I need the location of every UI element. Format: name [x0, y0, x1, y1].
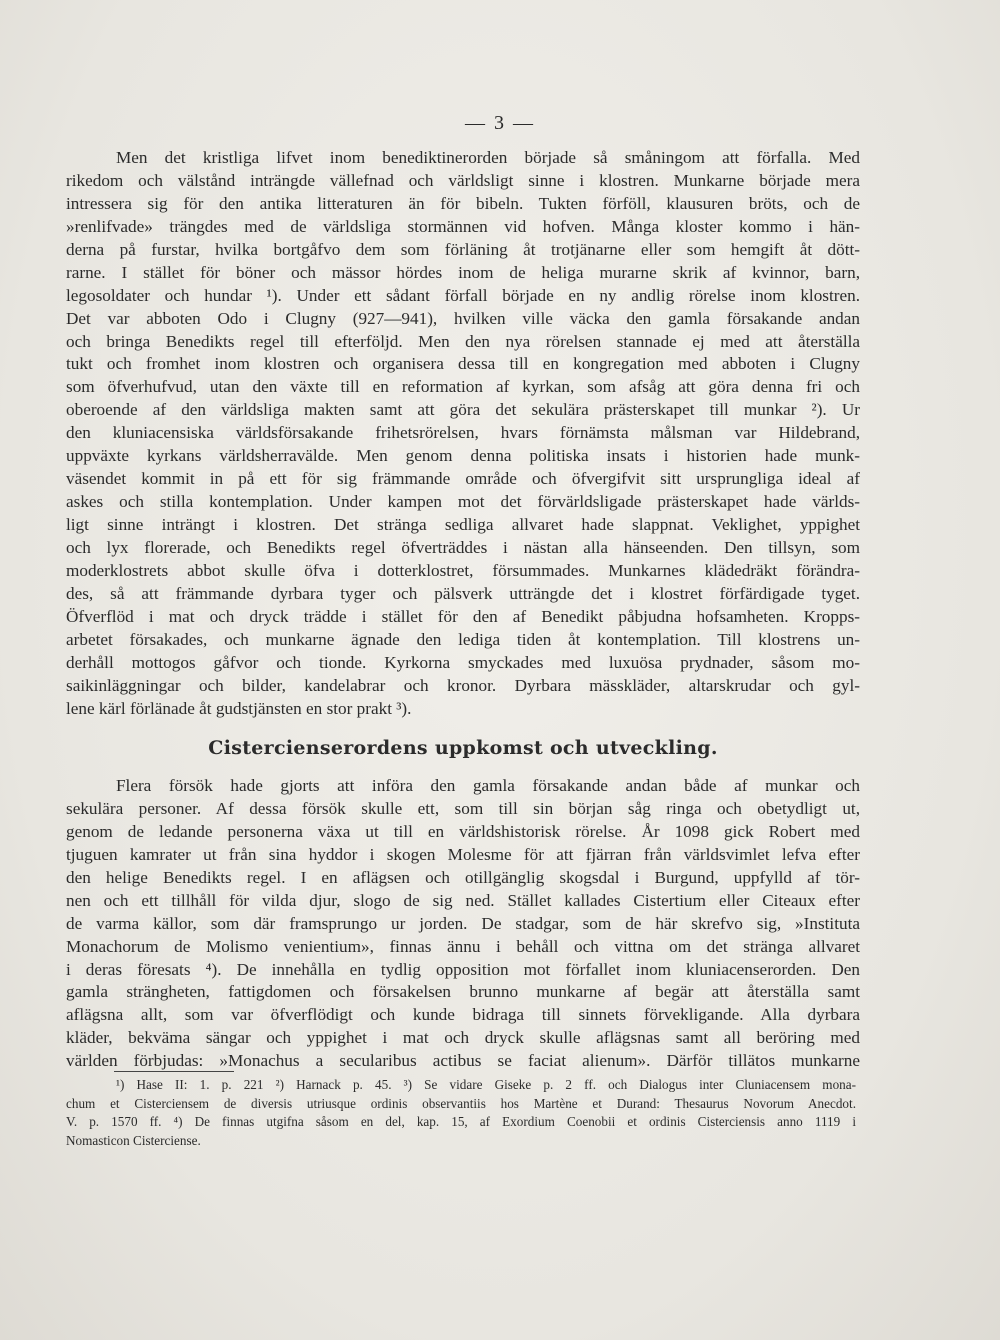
- text-line: uppväxte kyrkans världsherravälde. Men genom denna politiska insats i historien hade munk-: [66, 446, 860, 466]
- text-line: rarne. I stället för böner och mässor hördes inom de heliga murarne skrik af kvinnor, barn,: [66, 262, 860, 282]
- text-line: den kluniacensiska världsförsakande frihetsrörelsen, hvars förnämsta målsman var Hildebrand,: [66, 423, 860, 443]
- text-line: Men det kristliga lifvet inom benediktinerorden började så småningom att förfalla. Med: [116, 148, 860, 167]
- text-line: lene kärl förlänade åt gudstjänsten en stor prakt ³).: [66, 698, 412, 718]
- paragraph-cistercian-origin: [66, 775, 860, 1073]
- text-line: arbetet försakades, och munkarne ägnade den lediga tiden åt kontemplation. Till klostrens un-: [66, 629, 860, 649]
- text-line: oberoende af den världsliga makten samt att göra det sekulära prästerskapet till munkar ²). Ur: [66, 400, 860, 420]
- text-line: rikedom och välstånd inträngde vällefnad och världsligt sinne i klostren. Munkarne började mera: [66, 170, 860, 190]
- text-line: kläder, bekväma sängar och yppighet i mat och dryck skulle aflägsnas samt all beröring med: [66, 1028, 860, 1048]
- text-line: aflägsna allt, som var öfverflödigt och kunde bidraga till sinnets förvekligande. Alla dyrbara: [66, 1005, 860, 1025]
- text-line: derna på furstar, hvilka bortgåfvo dem som förläning åt trotjänarne eller som hemgift åt dött-: [66, 239, 860, 259]
- text-line: väsendet kommit in på ett för sig främmande område och öfvergifvit sitt ursprungliga ideal af: [66, 469, 860, 489]
- text-line: ligt sinne inträngt i klostren. Det stränga sedliga allvaret hade slappnat. Veklighet, yppighet: [66, 515, 860, 534]
- text-line: moderklostrets abbot skulle öfva i dotterklostret, försummades. Munkarnes klädedräkt förändra-: [66, 560, 860, 580]
- text-line: världen förbjudas: »Monachus a secularibus actibus se faciat alienum». Därför tillätos munkarne: [66, 1051, 860, 1071]
- text-line: i deras föresats ⁴). De innehålla en tydlig opposition mot förfallet inom kluniacenserorden. Den: [66, 959, 860, 979]
- text-line: och bringa Benedikts regel till efterföljd. Men den nya rörelsen stannade ej med att återställa: [66, 331, 860, 351]
- text-line: derhåll mottogos gåfvor och tionde. Kyrkorna smyckades med luxuösa prydnader, såsom mo-: [66, 652, 860, 672]
- text-line: Flera försök hade gjorts att införa den gamla försakande andan både af munkar och: [116, 776, 860, 795]
- text-line: askes och stilla kontemplation. Under kampen mot det förvärldsligade prästerskapet hade världs-: [66, 492, 860, 512]
- text-line: intressera sig för den antika litteraturen än för bibeln. Tukten förföll, klausuren bröts, och de: [66, 193, 860, 213]
- footnote-line: Nomasticon Cisterciense.: [66, 1132, 201, 1148]
- text-line: des, så att främmande dyrbara tyger och pälsverk utträngde det i klostret förfärdigade tyget.: [66, 583, 860, 603]
- text-line: Monachorum de Molismo venientium», finnas ännu i behåll och vittna om det stränga allvaret: [66, 936, 860, 956]
- page-number: — 3 —: [465, 112, 535, 134]
- text-line: sekulära personer. Af dessa försök skulle ett, som till sin början såg ringa och obetydligt ut,: [66, 798, 860, 818]
- footnote-line: V. p. 1570 ff. ⁴) De finnas utgifna såsom en del, kap. 15, af Exordium Coenobii et ordinis Cisterciensis anno 1119 i: [66, 1114, 856, 1129]
- text-line: den helige Benedikts regel. I en aflägsen och otillgänglig skogsdal i Burgund, uppfylld af tör-: [66, 867, 860, 887]
- section-heading: Cistercienserordens uppkomst och utveckling.: [208, 737, 718, 759]
- text-line: tjuguen kamrater ut från sina hyddor i skogen Molesme för att fjärran från världsvimlet lefva efter: [66, 844, 860, 864]
- text-line: genom de ledande personerna växa ut till en världshistorisk rörelse. År 1098 gick Robert med: [66, 821, 860, 841]
- text-line: som öfverhufvud, utan den växte till en reformation af kyrkan, som afsåg att göra denna fri och: [66, 377, 860, 397]
- text-line: de varma källor, som där framsprungo ur jorden. De stadgar, som de här skrefvo sig, »Instituta: [66, 913, 860, 933]
- footnote-line: ¹) Hase II: 1. p. 221 ²) Harnack p. 45. ³) Se vidare Giseke p. 2 ff. och Dialogus inter Cluniacensem mona-: [116, 1077, 856, 1092]
- text-line: nen och ett tillhåll för vilda djur, slogo de sig ned. Stället kallades Cistertium eller Citeaux efter: [66, 890, 860, 910]
- text-line: Det var abboten Odo i Clugny (927—941), hvilken ville väcka den gamla försakande andan: [66, 308, 860, 328]
- text-line: tukt och fromhet inom klostren och organisera dessa till en kongregation med abboten i Clugny: [66, 354, 860, 374]
- text-line: saikinläggningar och bilder, kandelabrar och kronor. Dyrbara mässkläder, altarskrudar och gyl-: [66, 675, 860, 695]
- text-line: och lyx florerade, och Benedikts regel öfverträddes i nästan alla hänseenden. Den tillsyn, som: [66, 537, 860, 557]
- footnote-divider: [114, 1071, 234, 1072]
- text-line: legosoldater och hundar ¹). Under ett sådant förfall började en ny andlig rörelse inom klostren.: [66, 285, 860, 305]
- text-line: »renlifvade» trängdes med de världsliga stormännen vid hofven. Många kloster kommo i hän-: [66, 216, 860, 236]
- footnote-line: chum et Cisterciensem de diversis utriusque ordinis observantiis hos Martène et Durand: Thesaurus Novorum Anecdot.: [66, 1095, 856, 1111]
- footnotes: [66, 1076, 856, 1150]
- paragraph-monastic-decline: [66, 147, 860, 720]
- text-line: Öfverflöd i mat och dryck trädde i stället för den af Benedikt påbjudna hofsamheten. Kropps-: [66, 606, 860, 626]
- text-line: gamla strängheten, fattigdomen och försakelsen brunno munkarne af begär att återställa samt: [66, 982, 860, 1002]
